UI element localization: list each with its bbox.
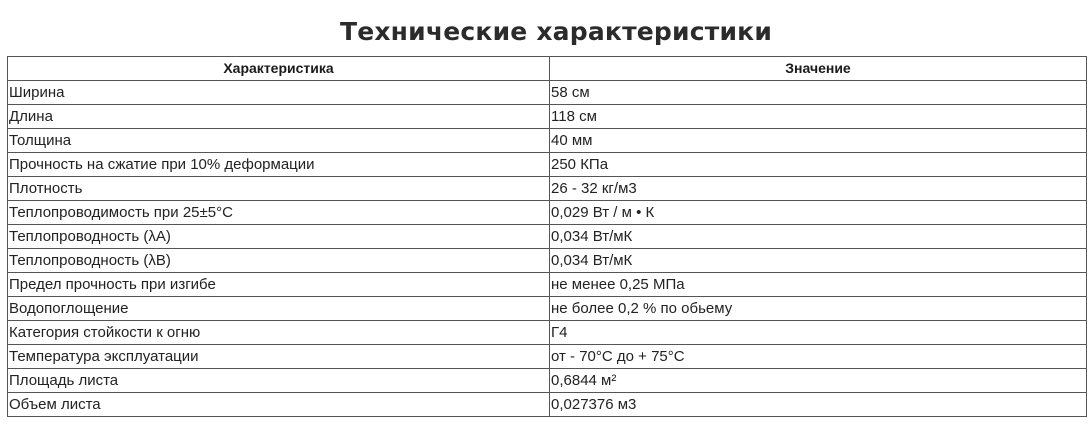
characteristic-cell: Объем листа — [8, 393, 550, 417]
table-row — [8, 249, 1087, 273]
characteristic-cell: Длина — [8, 105, 550, 129]
characteristic-cell: Толщина — [8, 129, 550, 153]
value-cell: 40 мм — [550, 129, 1087, 153]
specs-table — [7, 56, 1087, 417]
value-cell: не менее 0,25 МПа — [550, 273, 1087, 297]
characteristic-cell: Плотность — [8, 177, 550, 201]
characteristic-cell: Площадь листа — [8, 369, 550, 393]
value-cell: не более 0,2 % по обьему — [550, 297, 1087, 321]
table-row — [8, 225, 1087, 249]
column-header-characteristic: Характеристика — [8, 57, 550, 81]
table-row — [8, 177, 1087, 201]
value-cell: 0,6844 м² — [550, 369, 1087, 393]
characteristic-cell: Водопоглощение — [8, 297, 550, 321]
table-row — [8, 345, 1087, 369]
value-cell: от - 70°С до + 75°С — [550, 345, 1087, 369]
value-cell: 0,027376 м3 — [550, 393, 1087, 417]
table-row — [8, 153, 1087, 177]
table-row — [8, 81, 1087, 105]
characteristic-cell: Теплопроводность (λА) — [8, 225, 550, 249]
value-cell: Г4 — [550, 321, 1087, 345]
column-header-value: Значение — [550, 57, 1087, 81]
table-row — [8, 369, 1087, 393]
table-row — [8, 321, 1087, 345]
table-header-row — [8, 57, 1087, 81]
table-row — [8, 273, 1087, 297]
value-cell: 0,029 Вт / м • К — [550, 201, 1087, 225]
table-row — [8, 393, 1087, 417]
table-row — [8, 201, 1087, 225]
value-cell: 26 - 32 кг/м3 — [550, 177, 1087, 201]
value-cell: 0,034 Вт/мК — [550, 249, 1087, 273]
page-title: Технические характеристики — [339, 17, 773, 46]
characteristic-cell: Температура эксплуатации — [8, 345, 550, 369]
value-cell: 0,034 Вт/мК — [550, 225, 1087, 249]
table-row — [8, 105, 1087, 129]
table-row — [8, 129, 1087, 153]
characteristic-cell: Теплопроводимость при 25±5°С — [8, 201, 550, 225]
value-cell: 58 см — [550, 81, 1087, 105]
characteristic-cell: Теплопроводность (λВ) — [8, 249, 550, 273]
characteristic-cell: Прочность на сжатие при 10% деформации — [8, 153, 550, 177]
characteristic-cell: Категория стойкости к огню — [8, 321, 550, 345]
characteristic-cell: Предел прочность при изгибе — [8, 273, 550, 297]
table-row — [8, 297, 1087, 321]
value-cell: 250 КПа — [550, 153, 1087, 177]
characteristic-cell: Ширина — [8, 81, 550, 105]
value-cell: 118 см — [550, 105, 1087, 129]
